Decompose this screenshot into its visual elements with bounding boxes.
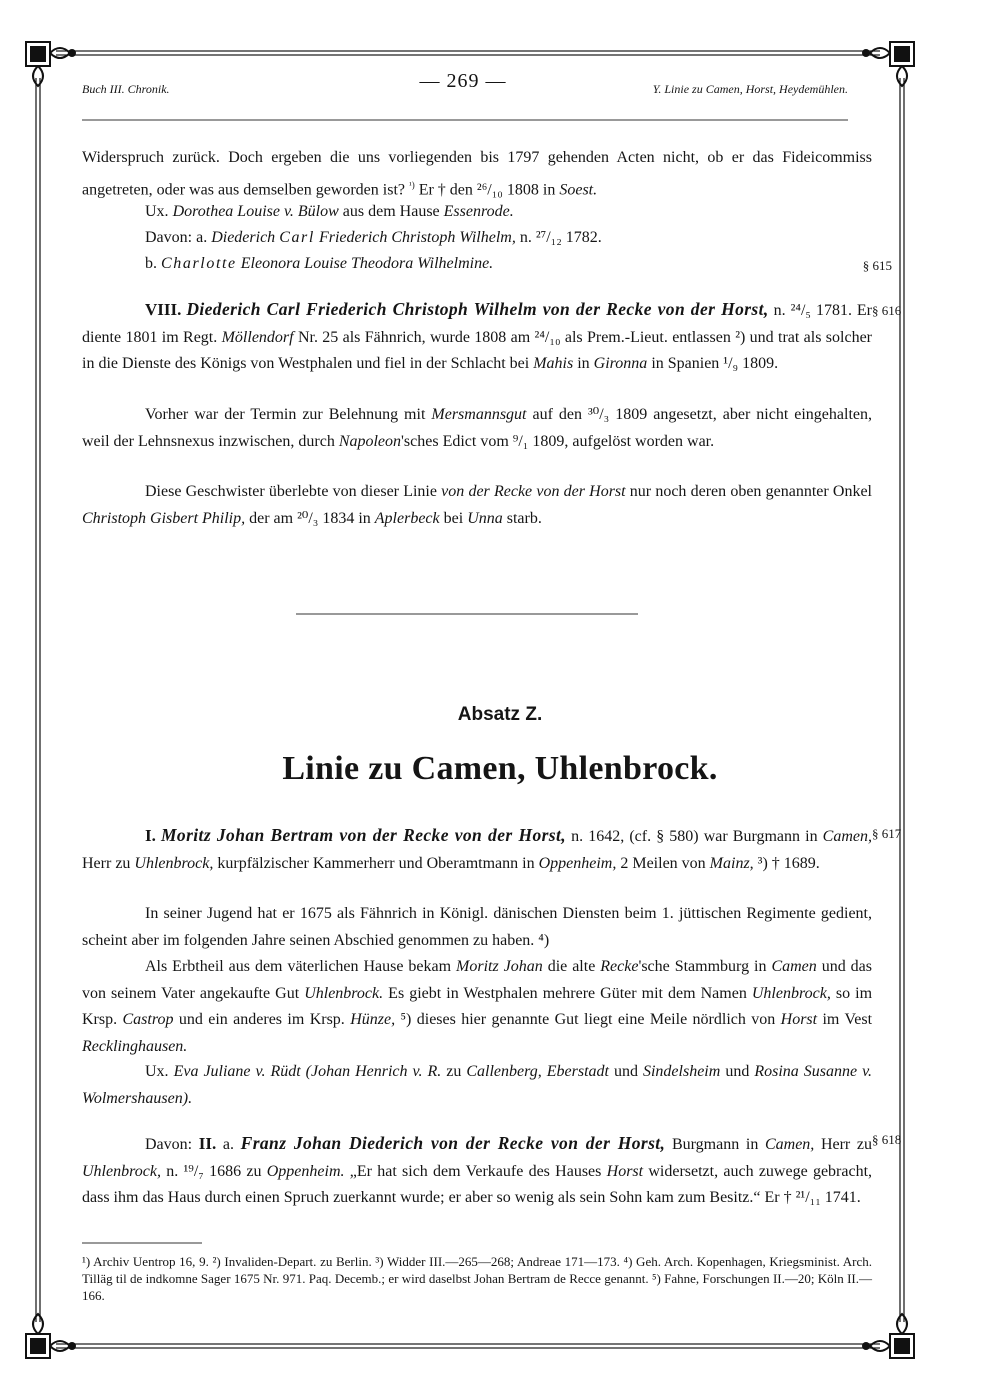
corner-ornament-bottom-right — [863, 1314, 914, 1358]
paragraph-erbtheil: Als Erbtheil aus dem väterlichen Hause bekam Moritz Johan die alte Recke'sche Stammburg in Camen und das von seinem Vater angekaufte Gut Uhlenbrock. Es giebt in Westphalen mehrere Güter mit dem Namen Uhlenbrock, so im Krsp. Castrop und ein anderes im Krsp. Hünze, ⁵) dieses hier genannte Gut liegt eine Meile nördlich von Horst im Vest Recklinghausen. — [82, 958, 873, 1055]
paragraph-continuation: Widerspruch zurück. Doch ergeben die uns vorliegenden bis 1797 gehenden Acten nicht, ob er das Fideicommiss angetreten, oder was aus demselben geworden ist? $^{^1)}$ Er † den ²⁶/₁₀ 1808 in Soest. — [82, 149, 872, 198]
corner-ornament-bottom-left — [26, 1314, 75, 1358]
davon-line-2: b. Charlotte Eleonora Louise Theodora Wilhelmine. — [145, 255, 494, 272]
paragraph-geschwister: Diese Geschwister überlebte von dieser Linie von der Recke von der Horst nur noch deren oben genannter Onkel Christoph Gisbert Philip, der am ²⁰/₃ 1834 in Aplerbeck bei Unna starb. — [82, 483, 872, 527]
corner-ornament-top-right — [863, 42, 914, 86]
davon-line-1: Davon: a. Diederich Carl Friederich Christoph Wilhelm, n. ²⁷/₁₂ 1782. — [145, 229, 602, 246]
entry-viii: VIII. Diederich Carl Friederich Christoph Wilhelm von der Recke von der Horst, n. ²⁴/₅ 1781. Er diente 1801 im Regt. Möllendorf Nr. 25 als Fähnrich, wurde 1808 am ²⁴/₁₀ als Prem.-Lieut. entlassen ²) und trat als solcher in die Dienste des Königs von Westphalen und fiel in der Schlacht bei Mahis in Gironna in Spanien ¹/₉ 1809. — [82, 299, 873, 372]
running-head-right: Y. Linie zu Camen, Horst, Heydemühlen. — [652, 82, 848, 96]
page-number: — 269 — — [419, 70, 507, 92]
entry-i: I. Moritz Johan Bertram von der Recke von der Horst, n. 1642, (cf. § 580) war Burgmann in Camen, Herr zu Uhlenbrock, kurpfälzischer Kammerherr und Oberamtmann in Oppenheim, 2 Meilen von Mainz, ³) † 1689. — [82, 825, 872, 872]
paragraph-vorher: Vorher war der Termin zur Belehnung mit Mersmannsgut auf den ³⁰/₃ 1809 angesetzt, aber nicht eingehalten, weil der Lehnsnexus inzwischen, durch Napoleon'sches Edict vom ⁹/₁ 1809, aufgelöst worden war. — [82, 406, 872, 450]
paragraph-marker-616: § 616 — [872, 303, 902, 318]
paragraph-marker-617: § 617 — [872, 826, 902, 841]
section-label: Absatz Z. — [457, 704, 543, 725]
ux-line-1: Ux. Dorothea Louise v. Bülow aus dem Hause Essenrode. — [145, 203, 514, 220]
corner-ornament-top-left — [26, 42, 75, 86]
paragraph-jugend: In seiner Jugend hat er 1675 als Fähnrich in Königl. dänischen Diensten beim 1. jüttischen Regimente gedient, scheint aber im folgenden Jahre seinen Abschied genommen zu haben. ⁴) — [82, 905, 872, 949]
entry-ii-a: Davon: II. a. Franz Johan Diederich von der Recke von der Horst, Burgmann in Camen, Herr zu Uhlenbrock, n. ¹⁹/₇ 1686 zu Oppenheim. „Er hat sich dem Verkaufe des Hauses Horst widersetzt, auch zuwege gebracht, dass ihm das Haus durch einen Spruch zuerkannt wurde; er aber so wenig als sein Sohn kam zum Besitz.“ Er † ²¹/₁₁ 1741. — [82, 1133, 873, 1206]
section-title: Linie zu Camen, Uhlenbrock. — [282, 750, 718, 787]
paragraph-marker-615: § 615 — [862, 258, 892, 273]
running-head-left: Buch III. Chronik. — [82, 82, 170, 96]
footnotes: ¹) Archiv Uentrop 16, 9. ²) Invaliden-Depart. zu Berlin. ³) Widder III.—265—268; Andreae 171—173. ⁴) Geh. Arch. Kopenhagen, Kriegsminist. Arch. Tilläg til de indkomne Sager 1675 Nr. 971. Paq. Decemb.; er wird daselbst Johan Bertram de Recce genannt. ⁵) Fahne, Forschungen II.—20; Köln II.—166. — [82, 1254, 872, 1303]
ux-line-2: Ux. Eva Juliane v. Rüdt (Johan Henrich v. R. zu Callenberg, Eberstadt und Sindelsheim und Rosina Susanne v. Wolmershausen). — [82, 1063, 873, 1107]
paragraph-marker-618: § 618 — [872, 1132, 902, 1147]
